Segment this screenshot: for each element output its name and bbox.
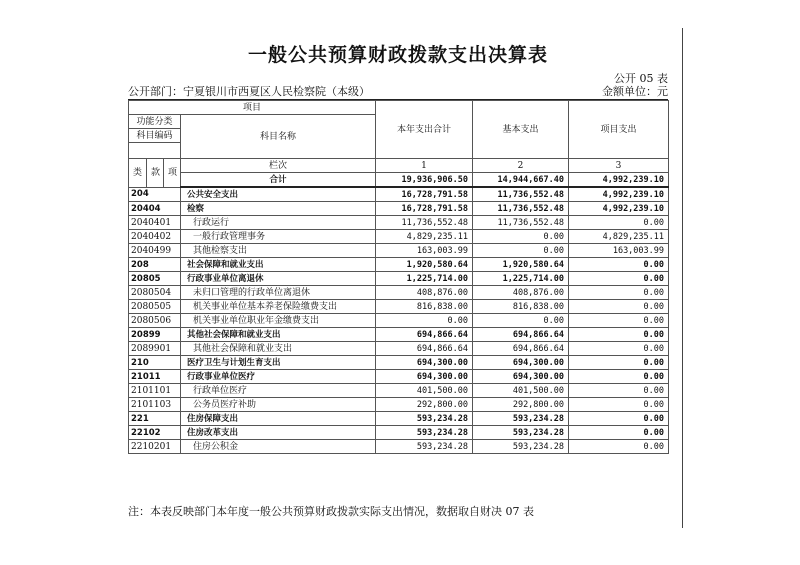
row-basic-value: 694,866.64 [473, 342, 569, 356]
total-value-3: 4,992,239.10 [569, 173, 669, 188]
row-subject-name: 行政事业单位离退休 [181, 272, 376, 286]
row-basic-value: 593,234.28 [473, 412, 569, 426]
row-project-value: 4,829,235.11 [569, 230, 669, 244]
table-row [129, 398, 669, 412]
row-subject-name: 住房改革支出 [181, 426, 376, 440]
header-kuan: 款 [147, 159, 164, 188]
row-code: 2089901 [129, 342, 181, 356]
row-total-value: 16,728,791.58 [376, 187, 473, 202]
row-subject-name: 其他检察支出 [181, 244, 376, 258]
row-code: 2040402 [129, 230, 181, 244]
total-value-1: 19,936,906.50 [376, 173, 473, 188]
table-row [129, 342, 669, 356]
row-total-value: 816,838.00 [376, 300, 473, 314]
row-total-value: 1,920,580.64 [376, 258, 473, 272]
page-title: 一般公共预算财政拨款支出决算表 [247, 44, 548, 66]
row-subject-name: 其他社会保障和就业支出 [181, 342, 376, 356]
row-basic-value: 292,800.00 [473, 398, 569, 412]
row-total-value: 694,866.64 [376, 342, 473, 356]
department-unit-line [128, 85, 668, 100]
row-basic-value: 1,920,580.64 [473, 258, 569, 272]
row-code: 210 [129, 356, 181, 370]
row-code: 21011 [129, 370, 181, 384]
expenditure-table [128, 100, 669, 454]
table-row [129, 370, 669, 384]
table-row [129, 314, 669, 328]
table-row [129, 230, 669, 244]
row-basic-value: 11,736,552.48 [473, 202, 569, 216]
row-code: 20404 [129, 202, 181, 216]
row-basic-value: 401,500.00 [473, 384, 569, 398]
header-lanci: 栏次 [181, 159, 376, 173]
row-project-value: 0.00 [569, 328, 669, 342]
row-basic-value: 1,225,714.00 [473, 272, 569, 286]
lanci-2: 2 [473, 159, 569, 173]
table-row [129, 216, 669, 230]
row-subject-name: 社会保障和就业支出 [181, 258, 376, 272]
row-code: 2080505 [129, 300, 181, 314]
row-project-value: 0.00 [569, 412, 669, 426]
row-basic-value: 694,866.64 [473, 328, 569, 342]
row-basic-value: 0.00 [473, 244, 569, 258]
row-subject-name: 机关事业单位基本养老保险缴费支出 [181, 300, 376, 314]
table-row [129, 258, 669, 272]
header-xiang: 项 [164, 159, 181, 188]
currency-unit-label: 金额单位：元 [602, 85, 668, 98]
lanci-3: 3 [569, 159, 669, 173]
header-func-code-line2: 科目编码 [129, 129, 181, 143]
row-total-value: 401,500.00 [376, 384, 473, 398]
row-total-value: 593,234.28 [376, 440, 473, 454]
row-total-value: 694,300.00 [376, 370, 473, 384]
row-project-value: 0.00 [569, 370, 669, 384]
table-row [129, 202, 669, 216]
row-project-value: 4,992,239.10 [569, 202, 669, 216]
table-row [129, 426, 669, 440]
row-total-value: 1,225,714.00 [376, 272, 473, 286]
row-basic-value: 816,838.00 [473, 300, 569, 314]
table-row [129, 286, 669, 300]
row-subject-name: 住房公积金 [181, 440, 376, 454]
row-subject-name: 公共安全支出 [181, 187, 376, 202]
row-project-value: 0.00 [569, 216, 669, 230]
row-project-value: 0.00 [569, 356, 669, 370]
table-row [129, 328, 669, 342]
row-basic-value: 593,234.28 [473, 440, 569, 454]
header-basic-expenditure: 基本支出 [473, 101, 569, 159]
row-basic-value: 11,736,552.48 [473, 216, 569, 230]
row-subject-name: 行政单位医疗 [181, 384, 376, 398]
table-row [129, 356, 669, 370]
row-code: 2040499 [129, 244, 181, 258]
header-lei: 类 [129, 159, 147, 188]
header-func-code-line1: 功能分类 [129, 115, 181, 129]
row-total-value: 593,234.28 [376, 412, 473, 426]
row-code: 2101103 [129, 398, 181, 412]
row-subject-name: 行政运行 [181, 216, 376, 230]
form-number: 公开 05 表 [614, 72, 668, 85]
row-code: 22102 [129, 426, 181, 440]
row-total-value: 694,866.64 [376, 328, 473, 342]
table-row [129, 440, 669, 454]
row-basic-value: 694,300.00 [473, 356, 569, 370]
row-basic-value: 593,234.28 [473, 426, 569, 440]
row-total-value: 292,800.00 [376, 398, 473, 412]
row-total-value: 11,736,552.48 [376, 216, 473, 230]
department-label: 公开部门：宁夏银川市西夏区人民检察院（本级） [128, 85, 370, 98]
row-basic-value: 694,300.00 [473, 370, 569, 384]
row-project-value: 0.00 [569, 314, 669, 328]
row-code: 2210201 [129, 440, 181, 454]
total-label: 合计 [181, 173, 376, 188]
row-code: 208 [129, 258, 181, 272]
row-project-value: 0.00 [569, 384, 669, 398]
row-basic-value: 11,736,552.48 [473, 187, 569, 202]
table-row [129, 412, 669, 426]
row-project-value: 0.00 [569, 286, 669, 300]
page-edge-line [682, 28, 683, 528]
row-basic-value: 0.00 [473, 314, 569, 328]
row-total-value: 694,300.00 [376, 356, 473, 370]
row-project-value: 4,992,239.10 [569, 187, 669, 202]
row-project-value: 0.00 [569, 342, 669, 356]
row-subject-name: 公务员医疗补助 [181, 398, 376, 412]
row-total-value: 4,829,235.11 [376, 230, 473, 244]
total-value-2: 14,944,667.40 [473, 173, 569, 188]
row-code: 2040401 [129, 216, 181, 230]
row-subject-name: 一般行政管理事务 [181, 230, 376, 244]
row-project-value: 0.00 [569, 272, 669, 286]
table-row [129, 384, 669, 398]
row-basic-value: 0.00 [473, 230, 569, 244]
footnote: 注：本表反映部门本年度一般公共预算财政拨款实际支出情况，数据取自财决 07 表 [128, 505, 534, 518]
row-code: 2080504 [129, 286, 181, 300]
header-project: 项目 [129, 101, 376, 115]
table-row [129, 187, 669, 202]
row-code: 20805 [129, 272, 181, 286]
table-row [129, 244, 669, 258]
row-code: 20899 [129, 328, 181, 342]
row-code: 2080506 [129, 314, 181, 328]
row-code: 204 [129, 187, 181, 202]
row-subject-name: 医疗卫生与计划生育支出 [181, 356, 376, 370]
row-basic-value: 408,876.00 [473, 286, 569, 300]
row-project-value: 0.00 [569, 300, 669, 314]
row-subject-name: 其他社会保障和就业支出 [181, 328, 376, 342]
row-total-value: 408,876.00 [376, 286, 473, 300]
table-row [129, 272, 669, 286]
row-code: 2101101 [129, 384, 181, 398]
lanci-1: 1 [376, 159, 473, 173]
row-total-value: 163,003.99 [376, 244, 473, 258]
row-project-value: 0.00 [569, 440, 669, 454]
row-subject-name: 未归口管理的行政单位离退休 [181, 286, 376, 300]
row-total-value: 0.00 [376, 314, 473, 328]
row-project-value: 0.00 [569, 426, 669, 440]
row-subject-name: 行政事业单位医疗 [181, 370, 376, 384]
header-subject-name: 科目名称 [181, 115, 376, 159]
header-project-expenditure: 项目支出 [569, 101, 669, 159]
header-spacer [129, 143, 181, 159]
row-total-value: 593,234.28 [376, 426, 473, 440]
table-row [129, 300, 669, 314]
header-total-expenditure: 本年支出合计 [376, 101, 473, 159]
row-code: 221 [129, 412, 181, 426]
row-total-value: 16,728,791.58 [376, 202, 473, 216]
row-subject-name: 检察 [181, 202, 376, 216]
row-subject-name: 住房保障支出 [181, 412, 376, 426]
row-project-value: 163,003.99 [569, 244, 669, 258]
row-subject-name: 机关事业单位职业年金缴费支出 [181, 314, 376, 328]
row-project-value: 0.00 [569, 258, 669, 272]
row-project-value: 0.00 [569, 398, 669, 412]
